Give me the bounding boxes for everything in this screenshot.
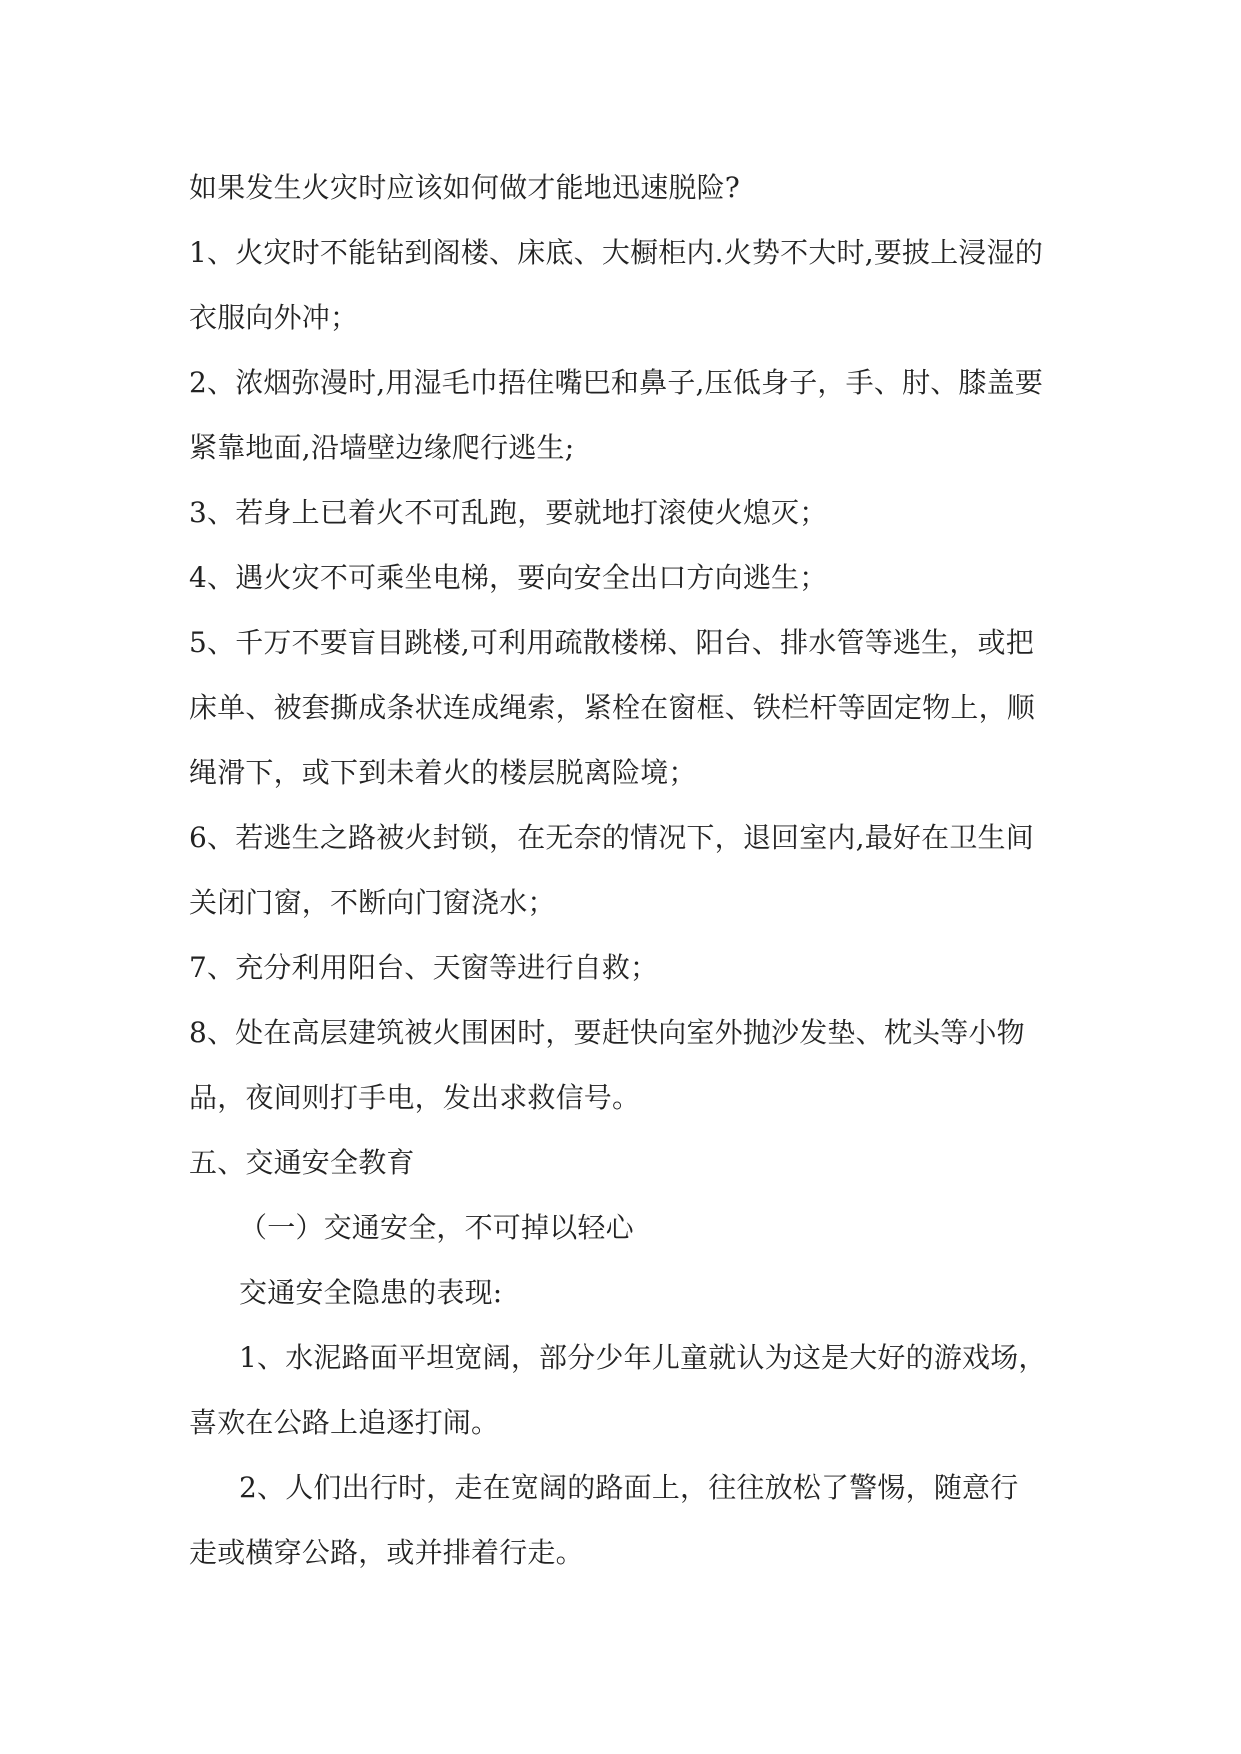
subsection-heading-one: （一）交通安全，不可掉以轻心	[239, 1211, 634, 1244]
list-item-5-line-3: 绳滑下，或下到未着火的楼层脱离险境；	[189, 756, 697, 789]
document-body	[189, 155, 1059, 1585]
list-item-1-line-2: 衣服向外冲；	[189, 301, 359, 334]
hazard-item-2-line-2: 走或横穿公路，或并排着行走。	[189, 1536, 584, 1569]
list-item-5-line-1: 5、千万不要盲目跳楼,可利用疏散楼梯、阳台、排水管等逃生，或把	[189, 626, 1034, 659]
list-item-2-line-1: 2、浓烟弥漫时,用湿毛巾捂住嘴巴和鼻子,压低身子，手、肘、膝盖要	[189, 366, 1044, 399]
list-item-4: 4、遇火灾不可乘坐电梯，要向安全出口方向逃生；	[189, 561, 828, 594]
section-heading-five: 五、交通安全教育	[189, 1146, 415, 1179]
hazard-item-2-line-1: 2、人们出行时，走在宽阔的路面上，往往放松了警惕，随意行	[239, 1471, 1019, 1504]
list-item-8-line-1: 8、处在高层建筑被火围困时，要赶快向室外抛沙发垫、枕头等小物	[189, 1016, 1025, 1049]
list-item-3: 3、若身上已着火不可乱跑，要就地打滚使火熄灭；	[189, 496, 828, 529]
list-item-2-line-2: 紧靠地面,沿墙壁边缘爬行逃生;	[189, 431, 575, 464]
list-item-6-line-1: 6、若逃生之路被火封锁，在无奈的情况下，退回室内,最好在卫生间	[189, 821, 1034, 854]
list-item-5-line-2: 床单、被套撕成条状连成绳索，紧栓在窗框、铁栏杆等固定物上，顺	[189, 691, 1036, 724]
hazard-item-1-line-2: 喜欢在公路上追逐打闹。	[189, 1406, 500, 1439]
hazard-item-1-line-1: 1、水泥路面平坦宽阔，部分少年儿童就认为这是大好的游戏场，	[239, 1341, 1047, 1374]
list-item-6-line-2: 关闭门窗，不断向门窗浇水；	[189, 886, 556, 919]
list-item-1-line-1: 1、火灾时不能钻到阁楼、床底、大橱柜内.火势不大时,要披上浸湿的	[189, 236, 1044, 269]
question-heading: 如果发生火灾时应该如何做才能地迅速脱险?	[189, 171, 741, 204]
list-item-7: 7、充分利用阳台、天窗等进行自救；	[189, 951, 659, 984]
hazards-intro: 交通安全隐患的表现:	[239, 1276, 503, 1309]
list-item-8-line-2: 品，夜间则打手电，发出求救信号。	[189, 1081, 641, 1114]
